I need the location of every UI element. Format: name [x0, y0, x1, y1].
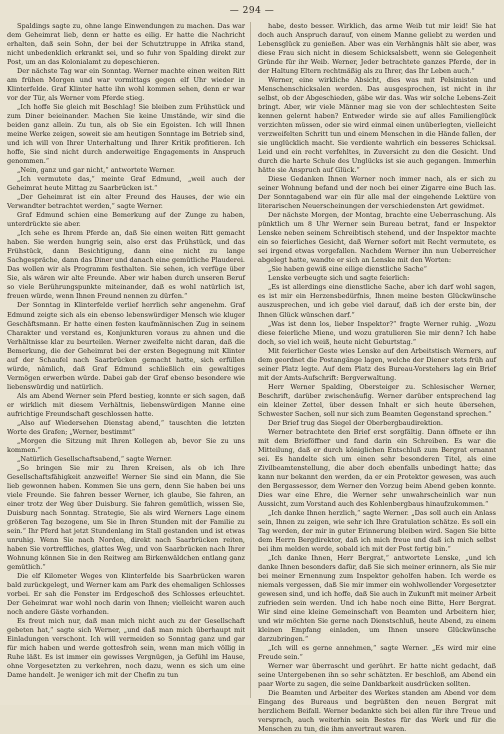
- paragraph: „Es ist allerdings eine dienstliche Sache, aber ich darf wohl sagen, es ist mir ein Herzensbedürfnis, Ihnen meine besten Glückwünsche auszusprechen, und ich gebe viel darauf, daß ich der erste bin, der Ihnen Glück wünschen darf.“: [258, 283, 496, 319]
- paragraph: Diese Gedanken Ihnen Werner noch immer nach, als er sich zu seiner Wohnung befand und der noch bei einer Zigarre eine Buch las. Der Sonntagabend war ein für alle mal der eingehende Lektüre von literarischen Neuerscheinungen der verschiedensten Art gewidmet.: [258, 175, 496, 211]
- paragraph: habe, desto besser. Wirklich, das arme Weib tut mir leid! Sie hat doch auch Anspruch darauf, von einem Manne geliebt zu werden und Lebensglück zu genießen. Aber was ein Verhängnis hält sie aber, was diese Frau sich nicht in diesem Schicksalsbett, wenn sie Gelegenheit Gründe für ihr Weib. Werner, Jeder betrachtete ganzes Pferde, der in der Haltung Eltern rechtmäßig als zu Ihrer, das Ihr Leben auch.“: [258, 22, 496, 76]
- paragraph: Lenske verbeugte sich und sagte feierlich:: [268, 274, 410, 283]
- paragraph: „So bringen Sie mir zu Ihren Kreisen, als ob ich Ihre Gesellschaftsfähigkeit anzweifle! Werner Sie sind ein Mann, die Sie lieb gewonnen haben. Kommen Sie uns gern, denn Sie haben bei uns viele Freunde. Sie fahren besser Werner, ich glaube, Sie fahren, an einer trotz der Weg über Duisburg. Sie fahren gemütlich, wissen Sie, Duisburg nach Sonntag. Strategie, Sie als wird Werners Lage einem größeren Tag bezogene, um Sie in Ihren Stunden mit der Familie zu sein.“ Ihr Pferd hat jetzt Stundenlang im Stall gestanden und ist etwas unruhig. Wenn Sie nach Norden, direkt nach Saarbrücken reiten, haben Sie vortreffliches, glattes Weg, und von Saarbrücken nach Ihrer Wohnung können Sie in den Reitweg am Birkenwäldchen entlang ganz gemütlich.“: [7, 463, 245, 571]
- paragraph: „Morgen die Sitzung mit Ihren Kollegen ab, bevor Sie zu uns kommen.“: [7, 436, 245, 454]
- paragraph: Graf Edmund schien eine Bemerkung auf der Zunge zu haben, unterdrückte sie aber.: [7, 211, 245, 229]
- paragraph: „Nein, ganz und gar nicht,“ antwortete Werner.: [17, 166, 175, 175]
- paragraph: „Was ist denn los, lieber Inspektor?“ fragte Werner ruhig. „Wozu diese feierliche Miene, und wozu gratulieren Sie mir denn? Ich habe doch, so viel ich weiß, heute nicht Geburtstag.“: [258, 319, 496, 346]
- paragraph: Werner, eine wirkliche Absicht, dies was mit Pelsimisten und Menschenschicksalen werden. Das ausgesprochen, ist nicht in ihr selbst, ob der Abgeschieden, gäbe wir das. Was wir solche Lebens-Zeit bringt. Aber, wir viele Männer mag sie von der schlechtesten Seite kennen gelernt haben? Entweder wirde sie auf alles Familienglück verzichten müssen, oder sie wird einmal einen unüberlegten, vielleicht verzweifelten Schritt tun und einem Menschen in die Hände fallen, der sie unglücklich macht. Sie verdiente wahrlich ein besseres Schicksal. Leid und ein recht verfehltes, in Zuversicht zu den die Gesicht. Und durch die harte Schule des Unglücks ist sie auch gegangen. Immerhin hätte sie Anspruch auf Glück.“: [258, 76, 496, 175]
- paragraph: „Ich sehe es Ihrem Pferde an, daß Sie einen weiten Ritt gemacht haben. Sie werden hungrig sein, also erst das Frühstück, und das Frühstück, dann Besichtigung, dann eine nicht zu lange Sachgespräche, dann das Diner und danach eine gemütliche Plauderei. Das wollen wir als Programm festhalten. Sie sehen, ich verfüge über Sie, als wären wir alte Freunde. Aber wir haben durch unseren Beruf so viele Berührungspunkte miteinander, daß es wohl natürlich ist, freuen würde, wenn Ihnen Freund nennen zu dürfen.“: [7, 229, 245, 301]
- paragraph: Werner war überrascht und gerührt. Er hatte nicht gedacht, daß seine Untergebenen ihn so sehr schätzten. Er beschloß, am Abend ein paar Worte zu sagen, die seine Dankbarkeit ausdrücken sollten.: [258, 662, 496, 689]
- paragraph: „Natürlich Gesellschaftsabend,“ sagte Werner.: [17, 454, 172, 463]
- paragraph: Die Beamten und Arbeiter des Werkes standen am Abend vor dem Eingang des Bureaus und begrüßten den neuen Bergrat mit herzlichem Beifall. Werner bedankte sich bei allen für ihre Treue und versprach, auch weiterhin sein Bestes für das Werk und für die Menschen zu tun, die ihm anvertraut waren.: [258, 689, 496, 734]
- column-divider: [250, 22, 251, 698]
- paragraph: Herr Werner Spalding, Obersteiger zu. Schlesischer Werner, Beschrift, darüber zwischenäufig. Werner darüber entsprechend lag ein kleiner Zettel, über dessen Inhalt er sich heute übersehen, Schwester Sachen, soll nur sich zum Beamten Gegenstand sprechen.“: [258, 382, 496, 418]
- paragraph: „Ich vermutete das,“ meinte Graf Edmund, „weil auch der Geheimrat heute Mittag zu Saarbrücken ist.“: [7, 175, 245, 193]
- paragraph: Es freut mich nur, daß man mich nicht auch zu der Gesellschaft gebeten hat,“ sagte sich Werner, „und daß man mich überhaupt mit Einladungen verschont. Ich will vermeiden so Sonntag ganz und gar für mich haben und werde gottesfroh sein, wenn man mich völlig in Ruhe läßt. Es ist immer ein gewisses Vergnügen, ja Gefühl im Hause, ohne Vorgesetzten zu verkehren, noch dazu, wenn es sich um eine Dame handelt. Je weniger ich mit der Chefin zu tun: [7, 617, 245, 680]
- paragraph: Mit feierlicher Geste wies Lenske auf den Arbeitstisch Werners, auf dem geordnet die Postangänge lagen, welche der Diener stets früh auf seiner Platz legte. Auf dem Platz des Bureau-Vorstehers lag ein Brief mit der Amts-Aufschrift: Bergverwaltung.: [258, 346, 496, 382]
- paragraph: Spaldings sagte zu, ohne lange Einwendungen zu machen. Das war dem Geheimrat lieb, denn er hatte es eilig. Er hatte die Nachricht erhalten, daß sein Sohn, der bei der Schutztruppe in Afrika stand, nicht unbedenklich erkrankt sei, und so fuhr von Spalding direkt zur Post, um an das Kolonialamt zu depeschieren.: [7, 22, 245, 67]
- paragraph: „Ich hoffe Sie gleich mit Beschlag! Sie bleiben zum Frühstück und zum Diner beieinander. Machen Sie keine Umstände, wir sind die beiden ganz allein. Zu tun, als ob Sie ein Egoisten. Ich will Ihnen meine Werke zeigen, soweit sie am heutigen Sonntage im Betrieb sind, und ich will von Ihrer Unterhaltung und Ihrer Kritik profitieren. Ich hoffe, Sie sind nicht durch anderweitige Engagements in Anspruch genommen.“: [7, 103, 245, 166]
- page-number: — 294 —: [229, 6, 275, 16]
- paragraph: „Ich danke Ihnen herzlich,“ sagte Werner. „Das soll auch ein Anlass sein, Ihnen zu zeigen, wie sehr ich Ihre Gratulation schätze. Es soll ein Tag werden, der mir in guter Erinnerung bleiben wird. Sagen Sie bitte dem Herrn Bergdirektor, daß ich mich freue und daß ich mich selbst bei ihm melden werde, sobald ich mit der Post fertig bin.“: [258, 508, 496, 553]
- paragraph: „Der Geheimrat ist ein alter Freund des Hauses, der wie ein Verwandter betrachtet werden,“ sagte Werner.: [7, 193, 245, 211]
- paragraph: Der nächste Morgen, der Montag, brachte eine Ueberraschung. Als pünktlich um 8 Uhr Werner sein Bureau betrat, fand er Inspektor Lenske neben seinem Schreibtisch stehend, und der Inspektor machte ein so feierliches Gesicht, daß Werner sofort mit Recht vermutete, es sei irgend etwas vorgefallen. Nachdem Werner ihn nun Ueberreicher abgelegt hatte, wandte er sich an Lenske mit den Worten:: [258, 211, 496, 265]
- paragraph: Die elf Kilometer Weges von Klinterfelde bis Saarbrücken waren bald zurückgelegt, und Werner kam am Park des ehemaligen Schlosses vorbei. Er sah die Fenster im Erdgeschoß des Schlosses erleuchtet. Der Geheimrat war wohl noch darin von Ihnen; vielleicht waren auch noch andere Gäste vorhanden.: [7, 571, 245, 617]
- right-column: [258, 22, 496, 734]
- paragraph: Als am Abend Werner sein Pferd bestieg, konnte er sich sagen, daß er wirklich mit diesem Verhältnis, liebenswürdigen Manne eine aufrichtige Freundschaft geschlossen hatte.: [7, 391, 245, 418]
- paragraph: Der Brief trug das Siegel der Oberbergbaudirektion.: [268, 418, 443, 427]
- paragraph: „Ich will es gerne annehmen,“ sagte Werner. „Es wird mir eine Freude sein.“: [258, 644, 496, 662]
- left-column: [7, 22, 245, 698]
- paragraph: „Sie haben gewiß eine eilige dienstliche Sache“: [268, 265, 427, 274]
- paragraph: Werner betrachtete den Brief erst sorgfältig. Dann öffnete er ihn mit dem Brieföffner und fand darin ein Schreiben. Es war die Mitteilung, daß er durch königlichen Entschluß zum Bergrat ernannt sei. Es handelte sich um einen sehr besonderen Titel, als eine Zivilbeamtenstellung, die aber doch ebenfalls unbedingt hatte; das kann nur bekannt den werden, da er ein Protektor gewesen, was auch den Bergassessor, dem Werner den Vorzug beim Abend geben konnte. Dies war eine Ehre, die Werner sehr unwahrscheinlich war nun Aussicht, zum Vorstand auch des Kohlenbergbaus hinaufzukommen.“: [258, 427, 496, 508]
- paragraph: „Ich danke Ihnen, Herr Bergrat,“ antwortete Lenske, „und ich danke Ihnen besonders dafür, daß Sie sich meiner erinnern, als Sie mir bei meiner Ernennung zum Inspektor geholfen haben. Ich werde es niemals vergessen, daß Sie mir immer ein wohlwollender Vorgesetzter gewesen sind, und ich hoffe, daß Sie auch in Zukunft mit meiner Arbeit zufrieden sein werden. Und ich habe noch eine Bitte, Herr Bergrat. Wir sind eine kleine Gemeinschaft von Beamten und Arbeitern hier, und wir möchten Sie gerne nach Dienstschluß, heute Abend, zu einem kleinen Empfang einladen, um Ihnen unsere Glückwünsche darzubringen.“: [258, 553, 496, 644]
- paragraph: Der nächste Tag war ein Sonntag. Werner machte einen weiten Ritt am frühen Morgen und war vormittags gegen elf Uhr wieder in Klinterfelde. Graf Klinter hatte ihn wohl kommen sehen, denn er war vor der Tür, als Werner vom Pferde stieg.: [7, 67, 245, 103]
- paragraph: „Also auf Wiedersehen Dienstag abend,“ tauschten die letzten Worte des Grafen; „Werner, bestimmt“: [7, 418, 245, 436]
- paragraph: Der Sonntag in Klinterfelde verlief herrlich sehr angenehm. Graf Edmund zeigte sich als ein ebenso lebenswürdiger Mensch wie kluger Geschäftsmann. Er hatte einen festen kaufmännischen Zug in seinem Charakter und verstand es, Konjunkturen voraus zu ahnen und die Verhältnisse klar zu beurteilen. Werner zweifelte nicht daran, daß die Bemerkung, die der Geheimrat bei der ersten Begegnung mit Klinter auf der Schaufel nach Saarbrücken gemacht hatte, sich erfüllen würde, nämlich, daß Graf Edmund schließlich ein gewaltiges Vermögen erwerben würde. Dabei gab der Graf ebenso besondere wie liebenswürdig und natürlich.: [7, 301, 245, 391]
